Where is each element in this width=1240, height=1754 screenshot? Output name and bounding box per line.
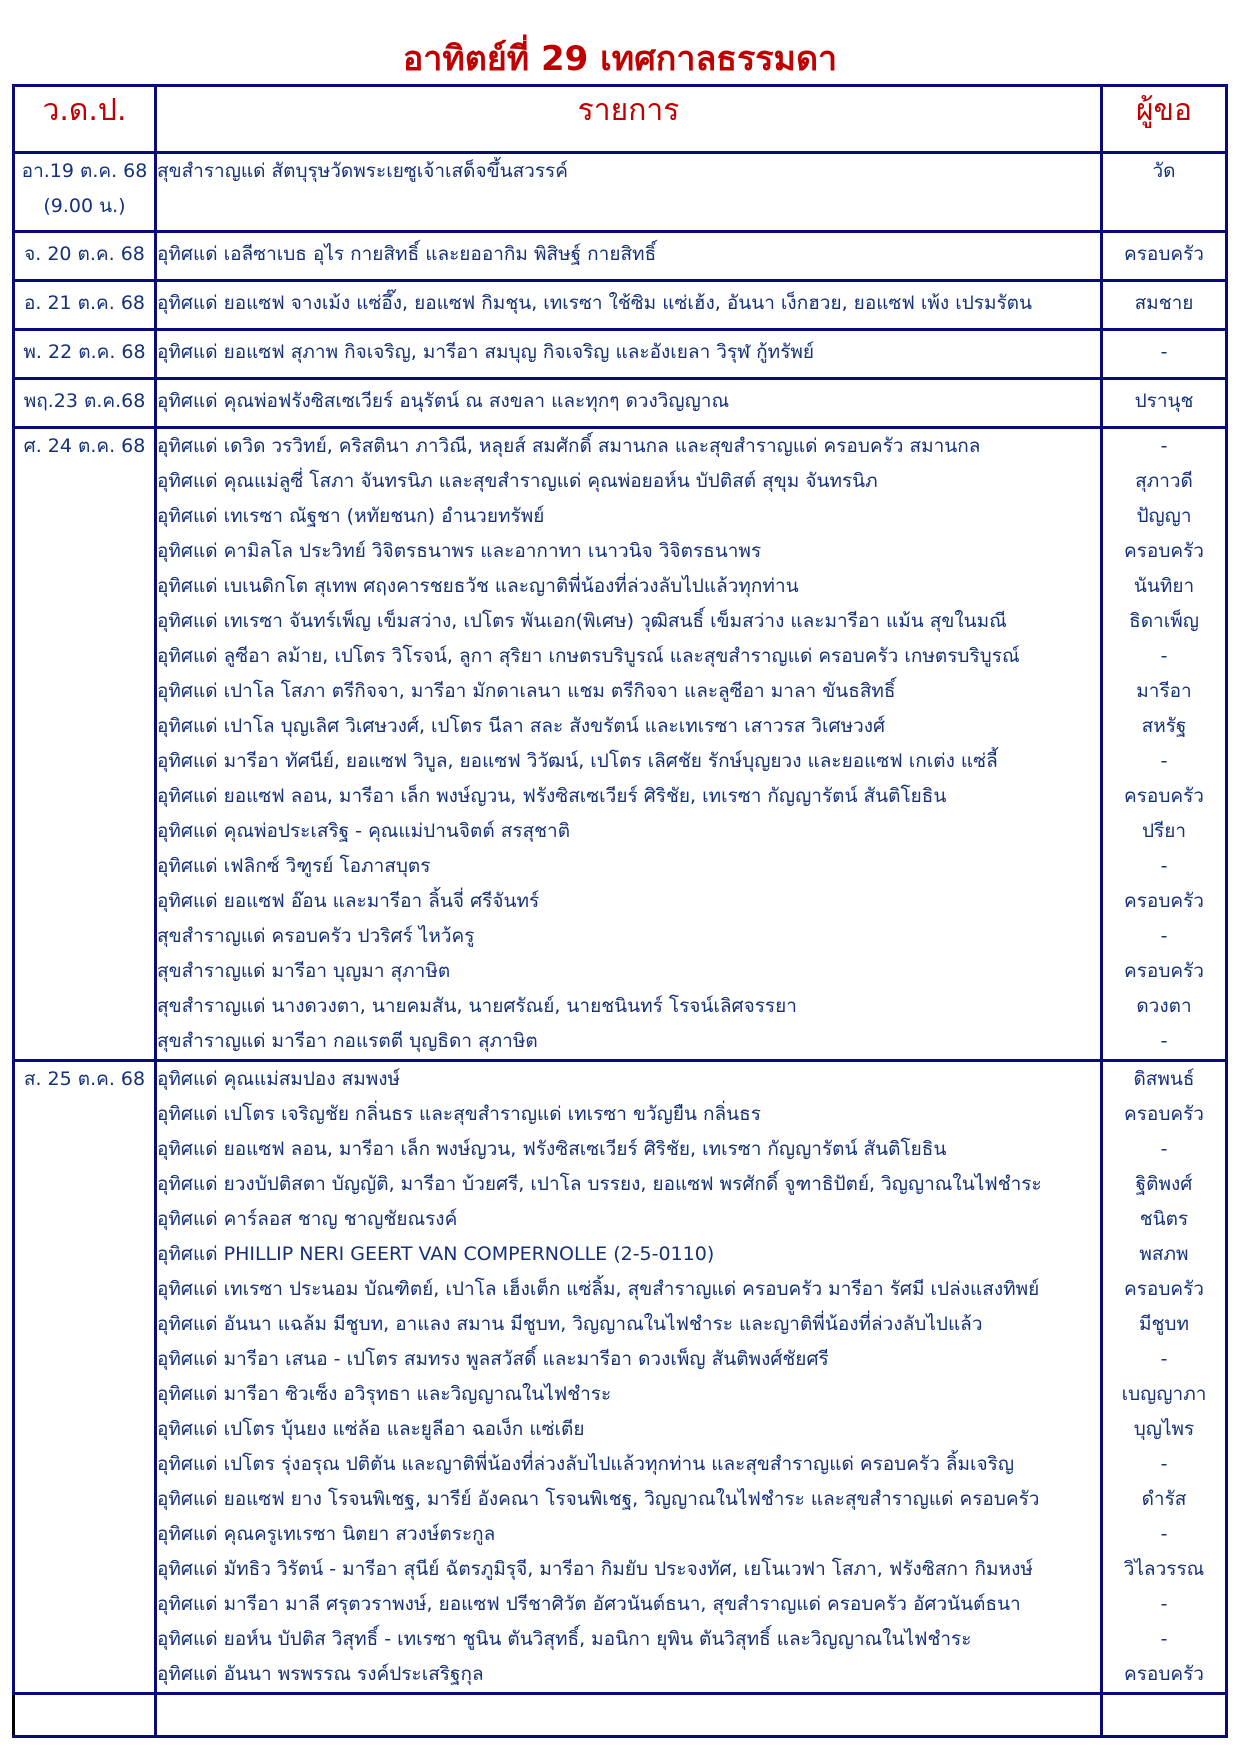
intention-entry: อุทิศแด่ คามิลโล ประวิทย์ วิจิตรธนาพร และอากาทา เนาวนิจ วิจิตรธนาพร (157, 540, 762, 562)
requester-name: ปรานุช (1134, 390, 1194, 412)
intention-entry: อุทิศแด่ เดวิด วรวิทย์, คริสตินา ภาวิณี, หลุยส์ สมศักดิ์ สมานกล และสุขสำราญแด่ ครอบครัว สมานกล (157, 435, 981, 457)
requester-name: มารีอา (1136, 680, 1192, 702)
items-cell (156, 1061, 1102, 1694)
header-requester: ผู้ขอ (1102, 86, 1227, 153)
intention-entry: อุทิศแด่ มารีอา เสนอ - เปโตร สมทรง พูลสวัสดิ์ และมารีอา ดวงเพ็ญ สันติพงศ์ชัยศรี (157, 1348, 829, 1370)
intention-entry: อุทิศแด่ คุณพ่อประเสริฐ - คุณแม่ปานจิตต์ สรสุชาติ (157, 820, 571, 842)
requester-name: ครอบครัว (1124, 1278, 1204, 1300)
date-cell (14, 281, 156, 330)
intention-entry: อุทิศแด่ มารีอา ซิวเซ็ง อวิรุทธา และวิญญาณในไฟชำระ (157, 1383, 612, 1405)
requester-name: - (1160, 1453, 1168, 1475)
requester-name: ปัญญา (1136, 505, 1192, 527)
requester-name: ฐิติพงศ์ (1135, 1173, 1193, 1195)
requester-name: ครอบครัว (1124, 1663, 1204, 1685)
date-cell (14, 379, 156, 428)
requester-name: สมชาย (1134, 292, 1194, 314)
intention-entry: อุทิศแด่ อันนา พรพรรณ รงค์ประเสริฐกุล (157, 1663, 484, 1685)
intention-entry: อุทิศแด่ เทเรซา ณัฐชา (หทัยชนก) อำนวยทรัพย์ (157, 505, 545, 527)
intention-entry: อุทิศแด่ มารีอา มาลี ศรุตวราพงษ์, ยอแซฟ ปรีชาศิวัต อัศวนันต์ธนา, สุขสำราญแด่ ครอบครัว อัศวนันต์ธนา (157, 1593, 1021, 1615)
requester-name: เบญญาภา (1121, 1383, 1207, 1405)
items-cell (156, 153, 1102, 232)
requester-name: ชนิตร (1139, 1208, 1189, 1230)
requester-name: - (1160, 1628, 1168, 1650)
requester-cell (1102, 281, 1227, 330)
intention-entry: อุทิศแด่ เบเนดิกโต สุเทพ ศฤงคารชยธวัช และญาติพี่น้องที่ล่วงลับไปแล้วทุกท่าน (157, 575, 799, 597)
requester-name: - (1160, 1138, 1168, 1160)
date-cell (14, 153, 156, 232)
mass-intentions-table (12, 84, 1228, 1738)
requester-name: ปรียา (1141, 820, 1187, 842)
empty-cell (14, 1694, 156, 1737)
requester-name: สุภาวดี (1135, 470, 1193, 492)
requester-name: - (1160, 435, 1168, 457)
requester-name: พสภพ (1139, 1243, 1189, 1265)
intention-entry: อุทิศแด่ ยอแซฟ อ๊อน และมารีอา ลิ้นจี่ ศรีจันทร์ (157, 890, 540, 912)
header-date: ว.ด.ป. (14, 86, 156, 153)
requester-name: ครอบครัว (1124, 540, 1204, 562)
intention-entry: อุทิศแด่ ลูซีอา ลม้าย, เปโตร วิโรจน์, ลูกา สุริยา เกษตรบริบูรณ์ และสุขสำราญแด่ ครอบครัว เกษตรบริบูรณ์ (157, 645, 1020, 667)
requester-name: - (1160, 1593, 1168, 1615)
requester-name: ดวงตา (1136, 995, 1192, 1017)
date-text: ส. 25 ต.ค. 68 (23, 1068, 146, 1090)
intention-entry: อุทิศแด่ คุณครูเทเรซา นิตยา สวงษ์ตระกูล (157, 1523, 496, 1545)
empty-table-row (14, 1694, 1227, 1737)
intention-entry: อุทิศแด่ เปโตร รุ่งอรุณ ปติตัน และญาติพี่น้องที่ล่วงลับไปแล้วทุกท่าน และสุขสำราญแด่ ครอบครัว ลิ้มเจริญ (157, 1453, 1015, 1475)
requester-name: - (1160, 1348, 1168, 1370)
requester-name: บุญไพร (1133, 1418, 1195, 1440)
intention-entry: อุทิศแด่ เฟลิกซ์ วิฑูรย์ โอภาสบุตร (157, 855, 431, 877)
date-cell (14, 1061, 156, 1694)
items-cell (156, 330, 1102, 379)
intention-entry: อุทิศแด่ คุณแม่ลูซี่ โสภา จันทรนิภ และสุขสำราญแด่ คุณพ่อยอห์น บัปติสต์ สุขุม จันทรนิภ (157, 470, 878, 492)
requester-name: ดำรัส (1141, 1488, 1187, 1510)
table-row (14, 281, 1227, 330)
intention-entry: สุขสำราญแด่ มารีอา กอแรตตี บุญธิดา สุภาษิต (157, 1030, 538, 1052)
date-text: พ. 22 ต.ค. 68 (23, 341, 146, 363)
intention-entry: สุขสำราญแด่ ครอบครัว ปวริศร์ ไหว้ครู (157, 925, 475, 947)
intention-entry: อุทิศแด่ เปาโล โสภา ตรีกิจจา, มารีอา มักดาเลนา แชม ตรีกิจจา และลูซีอา มาลา ขันธสิทธิ์ (157, 680, 896, 702)
items-cell (156, 428, 1102, 1061)
requester-cell (1102, 379, 1227, 428)
header-items: รายการ (156, 86, 1102, 153)
requester-name: - (1160, 341, 1168, 363)
table-body (14, 153, 1227, 1737)
requester-name: วิไลวรรณ (1123, 1558, 1205, 1580)
table-row (14, 428, 1227, 1061)
intention-entry: อุทิศแด่ มัทธิว วิรัตน์ - มารีอา สุนีย์ ฉัตรภูมิรุจี, มารีอา กิมยับ ประจงทัศ, เยโนเวฟา โสภา, ฟรังซิสกา กิมหงษ์ (157, 1558, 1033, 1580)
requester-cell (1102, 428, 1227, 1061)
intention-entry: อุทิศแด่ เทเรซา ประนอม บัณฑิตย์, เปาโล เฮ็งเต็ก แซ่ลิ้ม, สุขสำราญแด่ ครอบครัว มารีอา รัศมี เปล่งแสงทิพย์ (157, 1278, 1040, 1300)
date-text: อา.19 ต.ค. 68 (21, 160, 148, 182)
date-cell (14, 232, 156, 281)
intention-entry: อุทิศแด่ ยวงบัปติสตา บัญญัติ, มารีอา บ้วยศรี, เปาโล บรรยง, ยอแซฟ พรศักดิ์ จูฑาธิปัตย์, วิญญาณในไฟชำระ (157, 1173, 1042, 1195)
table-row (14, 153, 1227, 232)
requester-name: ครอบครัว (1124, 890, 1204, 912)
intention-entry: อุทิศแด่ เอลีซาเบธ อุไร กายสิทธิ์ และยออากิม พิสิษฐ์ กายสิทธิ์ (157, 243, 657, 265)
requester-name: มีชูบท (1138, 1313, 1189, 1335)
requester-name: สหรัฐ (1141, 715, 1187, 737)
table-row (14, 330, 1227, 379)
intention-entry: อุทิศแด่ เทเรซา จันทร์เพ็ญ เข็มสว่าง, เปโตร พันเอก(พิเศษ) วุฒิสนธิ์ เข็มสว่าง และมารีอา แม้น สุขในมณี (157, 610, 1007, 632)
date-text: ศ. 24 ต.ค. 68 (23, 435, 146, 457)
intention-entry: อุทิศแด่ ยอแซฟ จางเม้ง แซ่อึ๊ง, ยอแซฟ กิมชุน, เทเรซา ใช้ซิม แซ่เฮ้ง, อันนา เง็กฮวย, ยอแซฟ เพ้ง เปรมรัตน (157, 292, 1033, 314)
requester-name: - (1160, 925, 1168, 947)
requester-name: - (1160, 645, 1168, 667)
requester-name: - (1160, 855, 1168, 877)
items-cell (156, 281, 1102, 330)
date-cell (14, 330, 156, 379)
requester-name: ครอบครัว (1124, 1103, 1204, 1125)
date-text: จ. 20 ต.ค. 68 (24, 243, 145, 265)
intention-entry: อุทิศแด่ มารีอา ทัศนีย์, ยอแซฟ วิบูล, ยอแซฟ วิวัฒน์, เปโตร เลิศชัย รักษ์บุญยวง และยอแซฟ เกเต่ง แซ่ลี้ (157, 750, 998, 772)
empty-cell (156, 1694, 1102, 1737)
intention-entry: อุทิศแด่ PHILLIP NERI GEERT VAN COMPERNOLLE (2-5-0110) (157, 1243, 715, 1265)
requester-name: - (1160, 750, 1168, 772)
intention-entry: อุทิศแด่ เปโตร บุ้นยง แซ่ล้อ และยูลีอา ฉอเง็ก แซ่เตีย (157, 1418, 585, 1440)
requester-cell (1102, 1061, 1227, 1694)
requester-name: - (1160, 1523, 1168, 1545)
intention-entry: สุขสำราญแด่ นางดวงตา, นายคมสัน, นายศรัณย์, นายชนินทร์ โรจน์เลิศจรรยา (157, 995, 797, 1017)
intention-entry: สุขสำราญแด่ มารีอา บุญมา สุภาษิต (157, 960, 451, 982)
requester-cell (1102, 153, 1227, 232)
intention-entry: อุทิศแด่ เปาโล บุญเลิศ วิเศษวงศ์, เปโตร นีลา สละ สังขรัตน์ และเทเรซา เสาวรส วิเศษวงศ์ (157, 715, 886, 737)
time-text: (9.00 น.) (43, 195, 126, 217)
page-title: อาทิตย์ที่ 29 เทศกาลธรรมดา (402, 39, 838, 79)
intention-entry: อุทิศแด่ ยอแซฟ ลอน, มารีอา เล็ก พงษ์ญวน, ฟรังซิสเซเวียร์ ศิริชัย, เทเรซา กัญญารัตน์ สันติโยธิน (157, 1138, 947, 1160)
date-text: อ. 21 ต.ค. 68 (23, 292, 146, 314)
table-row (14, 232, 1227, 281)
intention-entry: อุทิศแด่ เปโตร เจริญชัย กลิ่นธร และสุขสำราญแด่ เทเรซา ขวัญยืน กลิ่นธร (157, 1103, 761, 1125)
date-text: พฤ.23 ต.ค.68 (23, 390, 146, 412)
table-header-row (14, 86, 1227, 153)
requester-name: ธิดาเพ็ญ (1129, 610, 1199, 632)
intention-entry: อุทิศแด่ คาร์ลอส ชาญ ชาญชัยณรงค์ (157, 1208, 458, 1230)
requester-cell (1102, 232, 1227, 281)
requester-name: ครอบครัว (1124, 243, 1204, 265)
items-cell (156, 232, 1102, 281)
items-cell (156, 379, 1102, 428)
table-row (14, 379, 1227, 428)
intention-entry: สุขสำราญแด่ สัตบุรุษวัดพระเยซูเจ้าเสด็จขึ้นสวรรค์ (157, 160, 568, 182)
date-cell (14, 428, 156, 1061)
requester-name: ครอบครัว (1124, 960, 1204, 982)
intention-entry: อุทิศแด่ ยอห์น บัปติส วิสุทธิ์ - เทเรซา ชูนิน ตันวิสุทธิ์, มอนิกา ยุพิน ตันวิสุทธิ์ และวิญญาณในไฟชำระ (157, 1628, 972, 1650)
intention-entry: อุทิศแด่ ยอแซฟ สุภาพ กิจเจริญ, มารีอา สมบุญ กิจเจริญ และอังเยลา วิรุฬ กู้ทรัพย์ (157, 341, 815, 363)
intention-entry: อุทิศแด่ คุณพ่อฟรังซิสเซเวียร์ อนุรัตน์ ณ สงขลา และทุกๆ ดวงวิญญาณ (157, 390, 730, 412)
intention-entry: อุทิศแด่ ยอแซฟ ยาง โรจนพิเชฐ, มารีย์ อังคณา โรจนพิเชฐ, วิญญาณในไฟชำระ และสุขสำราญแด่ ครอบครัว (157, 1488, 1040, 1510)
intention-entry: อุทิศแด่ คุณแม่สมปอง สมพงษ์ (157, 1068, 401, 1090)
requester-name: ดิสพนธ์ (1133, 1068, 1195, 1090)
empty-cell (1102, 1694, 1227, 1737)
table-row (14, 1061, 1227, 1694)
requester-name: วัด (1152, 160, 1176, 182)
intention-entry: อุทิศแด่ ยอแซฟ ลอน, มารีอา เล็ก พงษ์ญวน, ฟรังซิสเซเวียร์ ศิริชัย, เทเรซา กัญญารัตน์ สันติโยธิน (157, 785, 947, 807)
requester-name: - (1160, 1030, 1168, 1052)
requester-name: ครอบครัว (1124, 785, 1204, 807)
intention-entry: อุทิศแด่ อันนา แฉล้ม มีชูบท, อาแลง สมาน มีชูบท, วิญญาณในไฟชำระ และญาติพี่น้องที่ล่วงลับไปแล้ว (157, 1313, 983, 1335)
requester-cell (1102, 330, 1227, 379)
requester-name: นันทิยา (1133, 575, 1195, 597)
